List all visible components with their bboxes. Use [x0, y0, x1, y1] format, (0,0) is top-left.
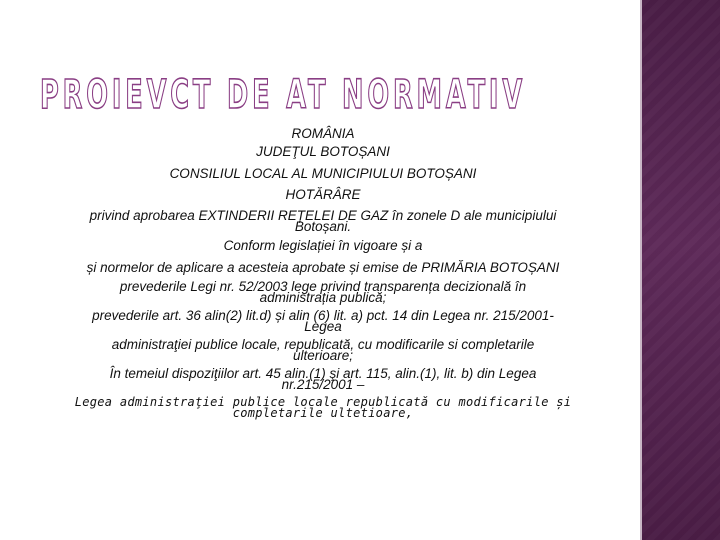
line-county: JUDEŢUL BOTOȘANI	[256, 144, 390, 159]
line-art36-1: prevederile art. 36 alin(2) lit.d) și alin (6) lit. a) pct. 14 din Legea nr. 215/2001-	[92, 308, 554, 323]
line-subject-1: privind aprobarea EXTINDERII REȚELEI DE GAZ în zonele D ale municipiului	[89, 208, 557, 223]
line-art36-2: Legea	[304, 319, 342, 334]
sidebar-texture	[642, 0, 720, 540]
line-admin-1: administraţiei publice locale, republicată, cu modificarile si completarile	[111, 337, 535, 352]
line-legislation: Conform legislației în vigoare și a	[223, 238, 423, 253]
line-country: ROMÂNIA	[291, 126, 355, 141]
line-norms: și normelor de aplicare a acesteia aprobate și emise de PRIMĂRIA BOTOȘANI	[86, 260, 560, 275]
line-art45-2: nr.215/2001 –	[281, 377, 365, 392]
line-council: CONSILIUL LOCAL AL MUNICIPIULUI BOTOȘANI	[169, 166, 477, 181]
slide-title-text: PROIEVCT DE AT NORMATIV	[40, 72, 526, 118]
slide-title	[40, 72, 600, 118]
line-decision: HOTĂRÂRE	[285, 187, 361, 202]
line-law-2: completarile ultetioare,	[232, 406, 414, 420]
line-art45-1: În temeiul dispoziţiilor art. 45 alin.(1) şi art. 115, alin.(1), lit. b) din Legea	[109, 366, 537, 381]
decorative-sidebar	[642, 0, 720, 540]
line-law52-1: prevederile Legi nr. 52/2003 lege privind transparența decizională în	[119, 279, 527, 294]
line-law-1: Legea administraţiei publice locale republicată cu modificarile și	[74, 395, 572, 409]
line-admin-2: ulterioare;	[292, 348, 354, 363]
document-body	[40, 126, 606, 419]
line-subject-2: Botoșani.	[294, 219, 352, 234]
line-law52-2: administrația publică;	[259, 290, 387, 305]
